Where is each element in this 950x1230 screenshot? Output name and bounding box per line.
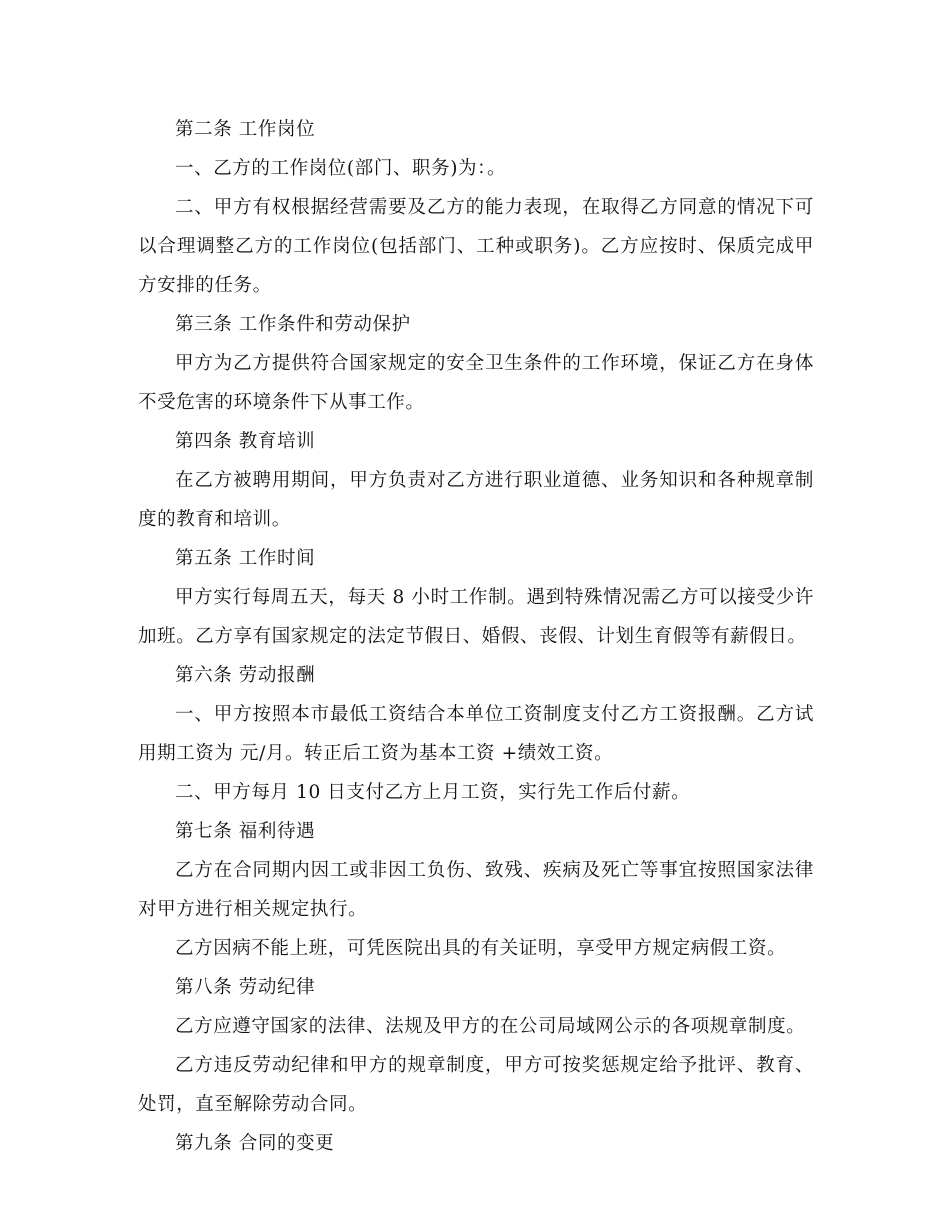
paragraph: 一、甲方按照本市最低工资结合本单位工资制度支付乙方工资报酬。乙方试用期工资为 元/月。转正后工资为基本工资 +绩效工资。 <box>138 704 814 764</box>
paragraph: 在乙方被聘用期间，甲方负责对乙方进行职业道德、业务知识和各种规章制度的教育和培训。 <box>138 470 814 530</box>
paragraph: 甲方实行每周五天，每天 8 小时工作制。遇到特殊情况需乙方可以接受少许加班。乙方享有国家规定的法定节假日、婚假、丧假、计划生育假等有薪假日。 <box>138 587 814 647</box>
paragraph: 二、甲方有权根据经营需要及乙方的能力表现，在取得乙方同意的情况下可以合理调整乙方的工作岗位(包括部门、工种或职务)。乙方应按时、保质完成甲方安排的任务。 <box>138 197 814 296</box>
paragraph: 乙方应遵守国家的法律、法规及甲方的在公司局域网公示的各项规章制度。 <box>175 1016 806 1037</box>
section-heading-8: 第八条 劳动纪律 <box>175 977 316 998</box>
paragraph: 二、甲方每月 10 日支付乙方上月工资，实行先工作后付薪。 <box>175 782 691 803</box>
paragraph: 甲方为乙方提供符合国家规定的安全卫生条件的工作环境，保证乙方在身体不受危害的环境条件下从事工作。 <box>138 353 814 413</box>
section-heading-3: 第三条 工作条件和劳动保护 <box>175 314 411 335</box>
section-heading-7: 第七条 福利待遇 <box>175 821 316 842</box>
paragraph: 乙方因病不能上班，可凭医院出具的有关证明，享受甲方规定病假工资。 <box>175 938 787 959</box>
document-body <box>138 110 814 1163</box>
paragraph: 乙方在合同期内因工或非因工负伤、致残、疾病及死亡等事宜按照国家法律对甲方进行相关规定执行。 <box>138 860 814 920</box>
section-heading-2: 第二条 工作岗位 <box>175 119 316 140</box>
paragraph: 一、乙方的工作岗位(部门、职务)为：。 <box>175 158 507 179</box>
section-heading-9: 第九条 合同的变更 <box>175 1133 335 1154</box>
section-heading-4: 第四条 教育培训 <box>175 431 316 452</box>
section-heading-6: 第六条 劳动报酬 <box>175 665 316 686</box>
paragraph: 乙方违反劳动纪律和甲方的规章制度，甲方可按奖惩规定给予批评、教育、处罚，直至解除劳动合同。 <box>138 1055 814 1115</box>
section-heading-5: 第五条 工作时间 <box>175 548 316 569</box>
